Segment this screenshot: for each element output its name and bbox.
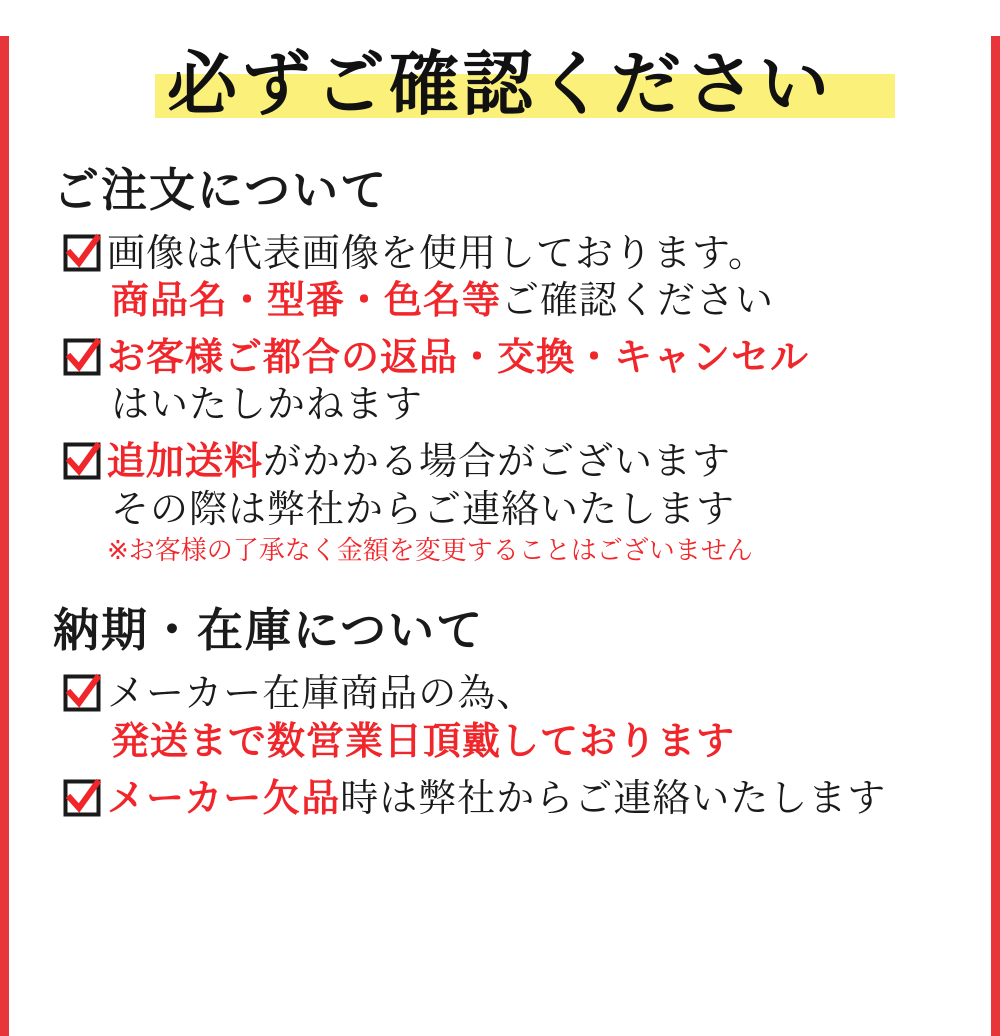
page-title: 必ずご確認ください (167, 43, 833, 125)
body-text: その際は弊社からご連絡いたします (111, 486, 736, 531)
body-text: がかかる場合がございます (263, 439, 732, 484)
emphasis-text: お客様ご都合の返品・交換・キャンセル (107, 335, 810, 380)
section-heading: ご注文について (53, 163, 389, 217)
notice-line (107, 775, 965, 822)
notice-footnote: ※お客様の了承なく金額を変更することはございません (107, 535, 753, 566)
notice-item (63, 670, 965, 764)
notice-item-lines (107, 334, 965, 428)
emphasis-text: 発送まで数営業日頂戴しております (111, 718, 736, 763)
notice-content (9, 36, 991, 1036)
checkbox-checked-icon (63, 674, 101, 712)
notice-item-lines (107, 230, 965, 324)
notice-line (107, 718, 965, 765)
notice-line (107, 381, 965, 428)
body-text: 時は弊社からご連絡いたします (340, 775, 887, 820)
notice-item-lines (107, 670, 965, 764)
notice-item (63, 230, 965, 324)
checkbox-checked-icon (63, 234, 101, 272)
notice-line (107, 438, 965, 485)
notice-line (107, 486, 965, 533)
notice-item (63, 438, 965, 568)
notice-line (107, 334, 965, 381)
body-text: メーカー在庫商品の為、 (107, 671, 536, 716)
body-text: はいたしかねます (111, 382, 424, 427)
notice-item-lines (107, 775, 965, 822)
notice-line (107, 277, 965, 324)
checkbox-checked-icon (63, 779, 101, 817)
section-heading: 納期・在庫について (53, 603, 485, 658)
notice-line (107, 230, 965, 277)
notice-line (107, 670, 965, 717)
notice-item-lines (107, 438, 965, 568)
sections-container (35, 154, 965, 822)
emphasis-text: 追加送料 (107, 439, 264, 484)
emphasis-text: メーカー欠品 (107, 775, 341, 820)
body-text: 画像は代表画像を使用しております。 (107, 231, 767, 275)
notice-page (0, 36, 1000, 1036)
notice-item (63, 334, 965, 428)
checkbox-checked-icon (63, 442, 101, 480)
page-title-area (35, 36, 965, 132)
notice-item (63, 775, 965, 822)
body-text: ご確認ください (501, 278, 775, 323)
emphasis-text: 商品名・型番・色名等 (111, 278, 502, 323)
checkbox-checked-icon (63, 338, 101, 376)
